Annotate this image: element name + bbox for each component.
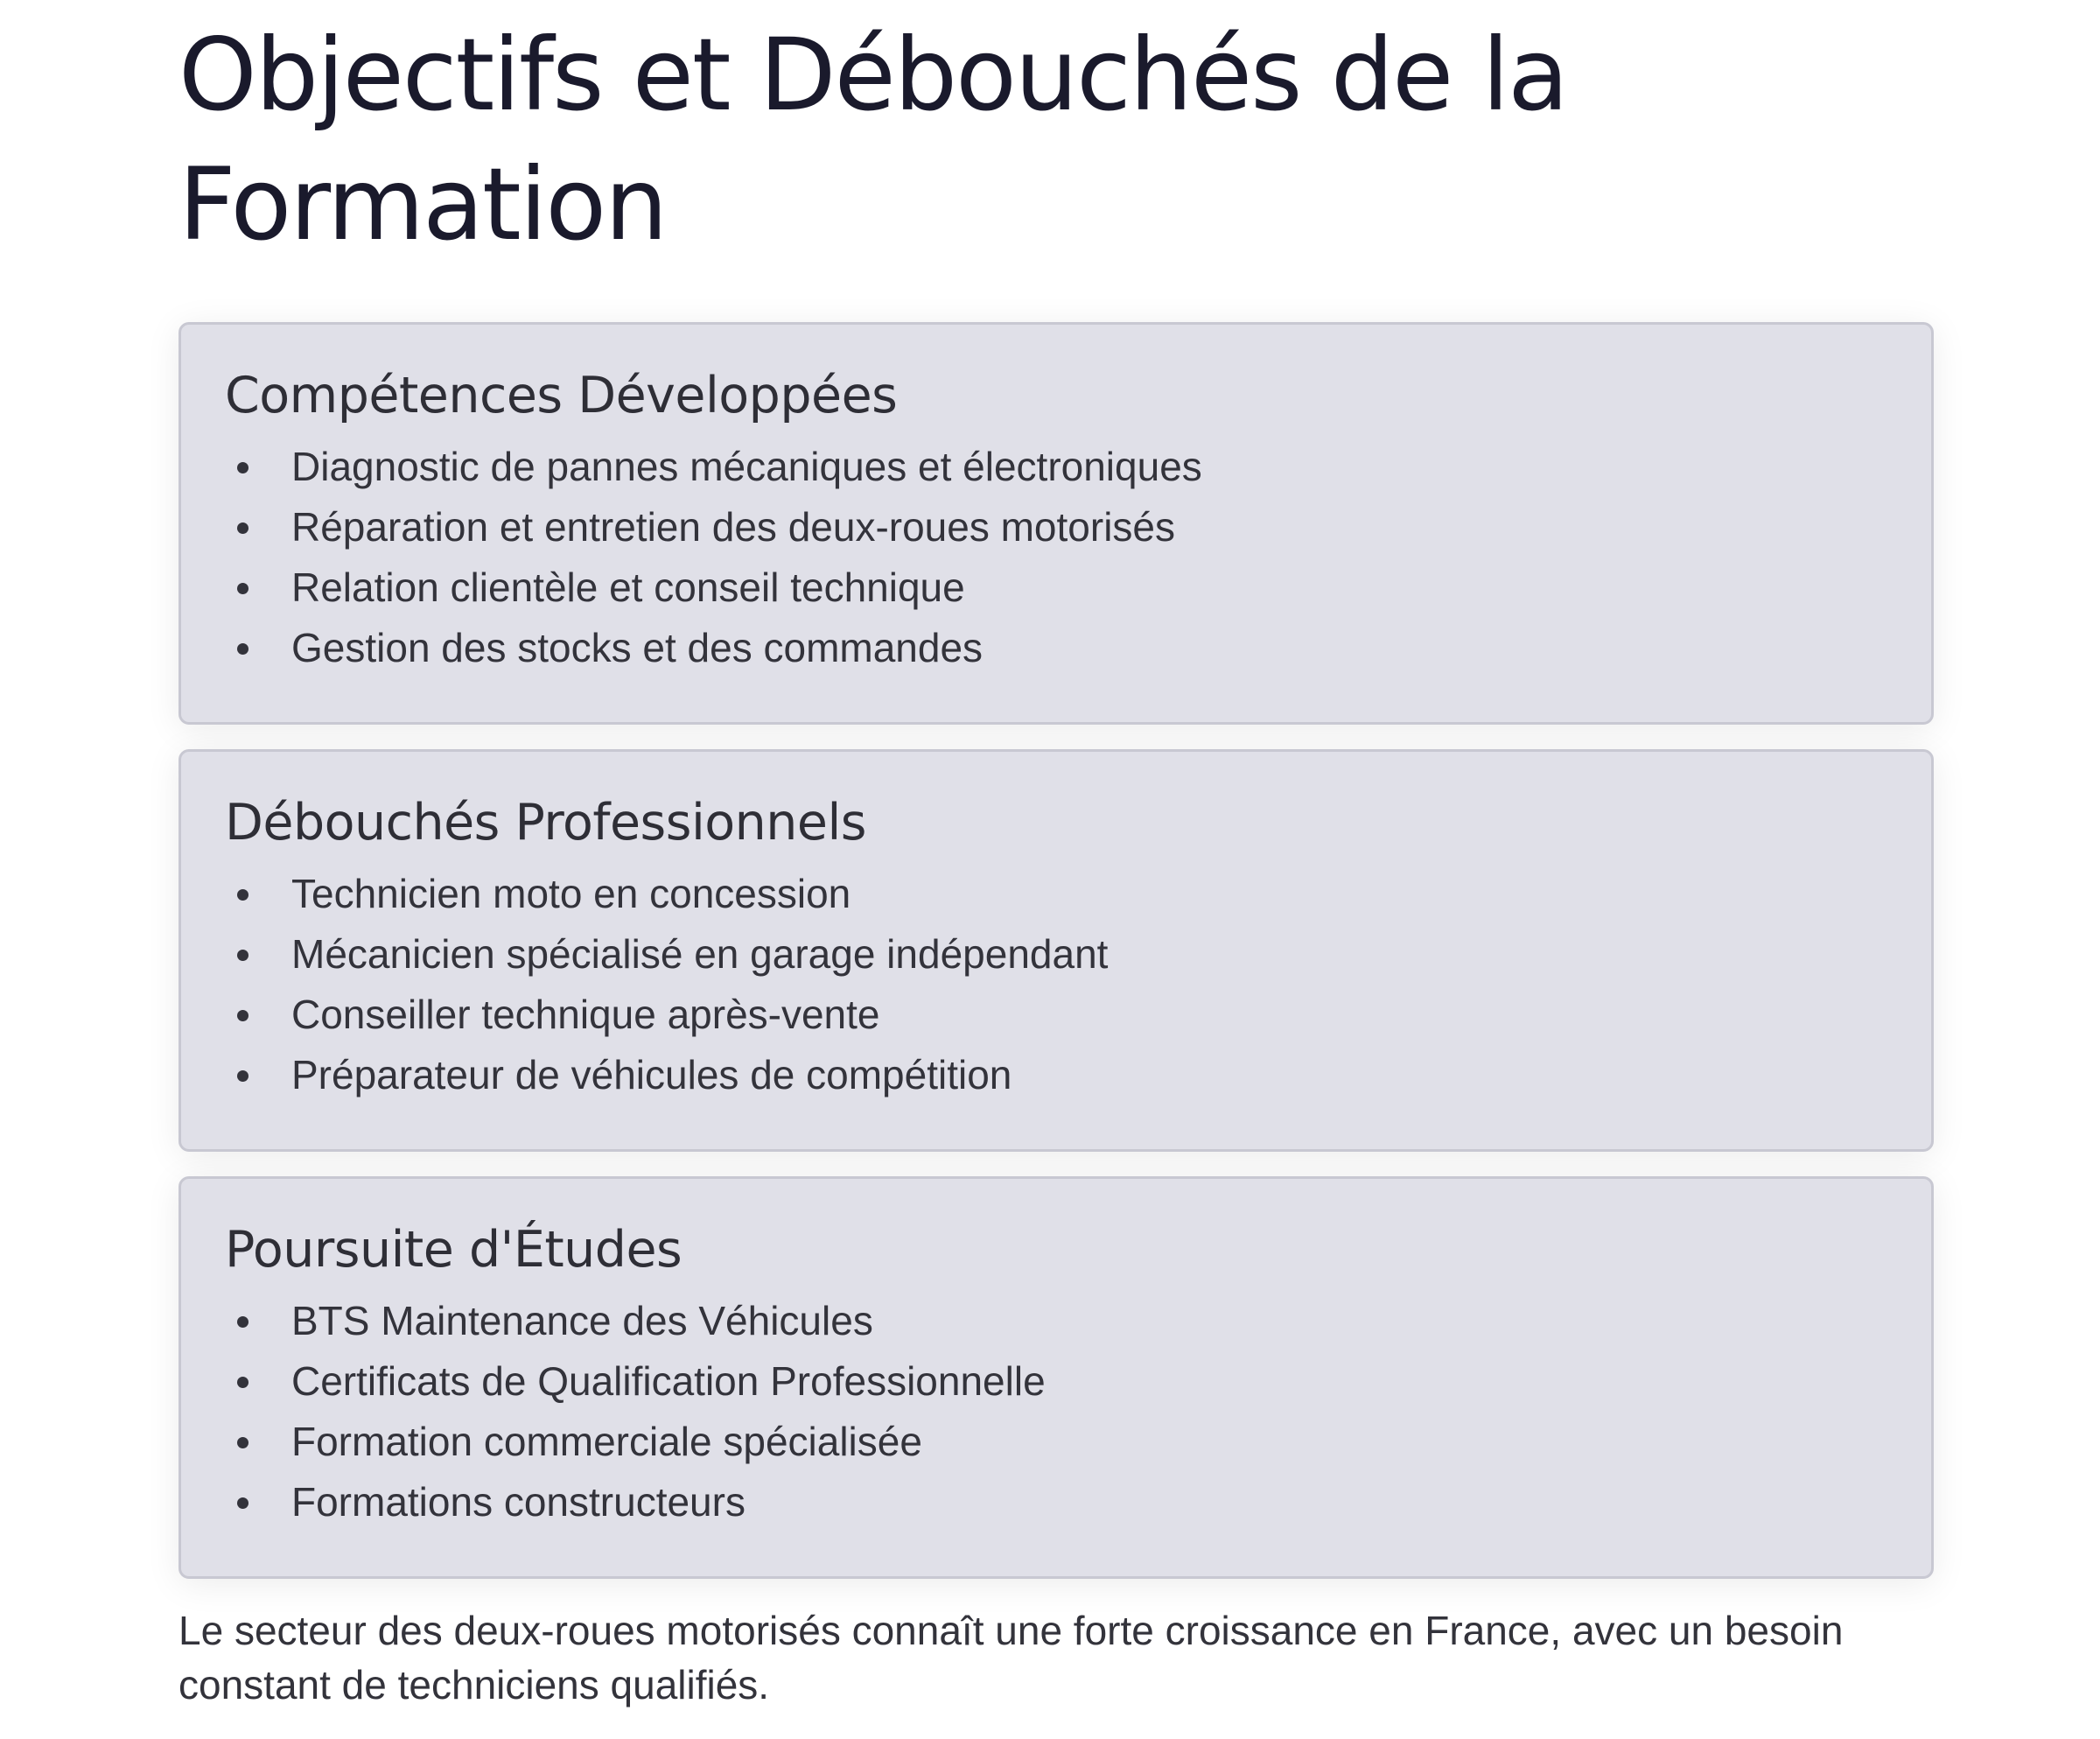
list-item	[225, 1045, 1887, 1105]
list-item	[225, 864, 1887, 924]
bullet-icon	[237, 1497, 248, 1509]
list-item	[225, 1472, 1887, 1532]
section-list	[225, 437, 1887, 678]
bullet-icon	[237, 950, 248, 961]
section-title: Débouchés Professionnels	[225, 794, 867, 852]
section-title: Poursuite d'Études	[225, 1221, 682, 1279]
list-item	[225, 1291, 1887, 1351]
list-item	[225, 618, 1887, 678]
bullet-icon	[237, 1377, 248, 1388]
list-item-text: Conseiller technique après-vente	[291, 992, 880, 1037]
bullet-icon	[237, 1316, 248, 1328]
bullet-icon	[237, 1437, 248, 1448]
page-title: Objectifs et Débouchés de la Formation	[178, 17, 1568, 263]
list-item-text: BTS Maintenance des Véhicules	[291, 1298, 873, 1343]
list-item-text: Certificats de Qualification Professionnelle	[291, 1358, 1046, 1404]
list-item-text: Mécanicien spécialisé en garage indépendant	[291, 931, 1109, 977]
bullet-icon	[237, 462, 248, 473]
bullet-icon	[237, 1070, 248, 1082]
list-item-text: Formation commerciale spécialisée	[291, 1419, 922, 1464]
list-item	[225, 1412, 1887, 1472]
list-item	[225, 924, 1887, 985]
section-card-poursuite	[178, 1176, 1934, 1579]
list-item-text: Technicien moto en concession	[291, 871, 851, 916]
list-item-text: Formations constructeurs	[291, 1479, 746, 1525]
list-item	[225, 437, 1887, 497]
section-title: Compétences Développées	[225, 367, 898, 424]
list-item	[225, 557, 1887, 618]
bullet-icon	[237, 583, 248, 594]
bullet-icon	[237, 1010, 248, 1021]
section-list	[225, 1291, 1887, 1532]
footer-paragraph: Le secteur des deux-roues motorisés connaît une forte croissance en France, avec un besoin constant de techniciens qualifiés.	[178, 1608, 1844, 1707]
list-item-text: Réparation et entretien des deux-roues motorisés	[291, 504, 1176, 550]
list-item	[225, 497, 1887, 557]
list-item	[225, 1351, 1887, 1412]
bullet-icon	[237, 643, 248, 655]
sections-container	[178, 322, 1934, 1579]
list-item-text: Gestion des stocks et des commandes	[291, 625, 984, 670]
list-item-text: Relation clientèle et conseil technique	[291, 564, 965, 610]
list-item-text: Diagnostic de pannes mécaniques et électroniques	[291, 444, 1202, 489]
list-item	[225, 985, 1887, 1045]
page-content	[178, 0, 1934, 1712]
bullet-icon	[237, 889, 248, 901]
section-card-competences	[178, 322, 1934, 725]
section-card-debouches	[178, 749, 1934, 1152]
section-list	[225, 864, 1887, 1105]
bullet-icon	[237, 522, 248, 534]
list-item-text: Préparateur de véhicules de compétition	[291, 1052, 1012, 1097]
